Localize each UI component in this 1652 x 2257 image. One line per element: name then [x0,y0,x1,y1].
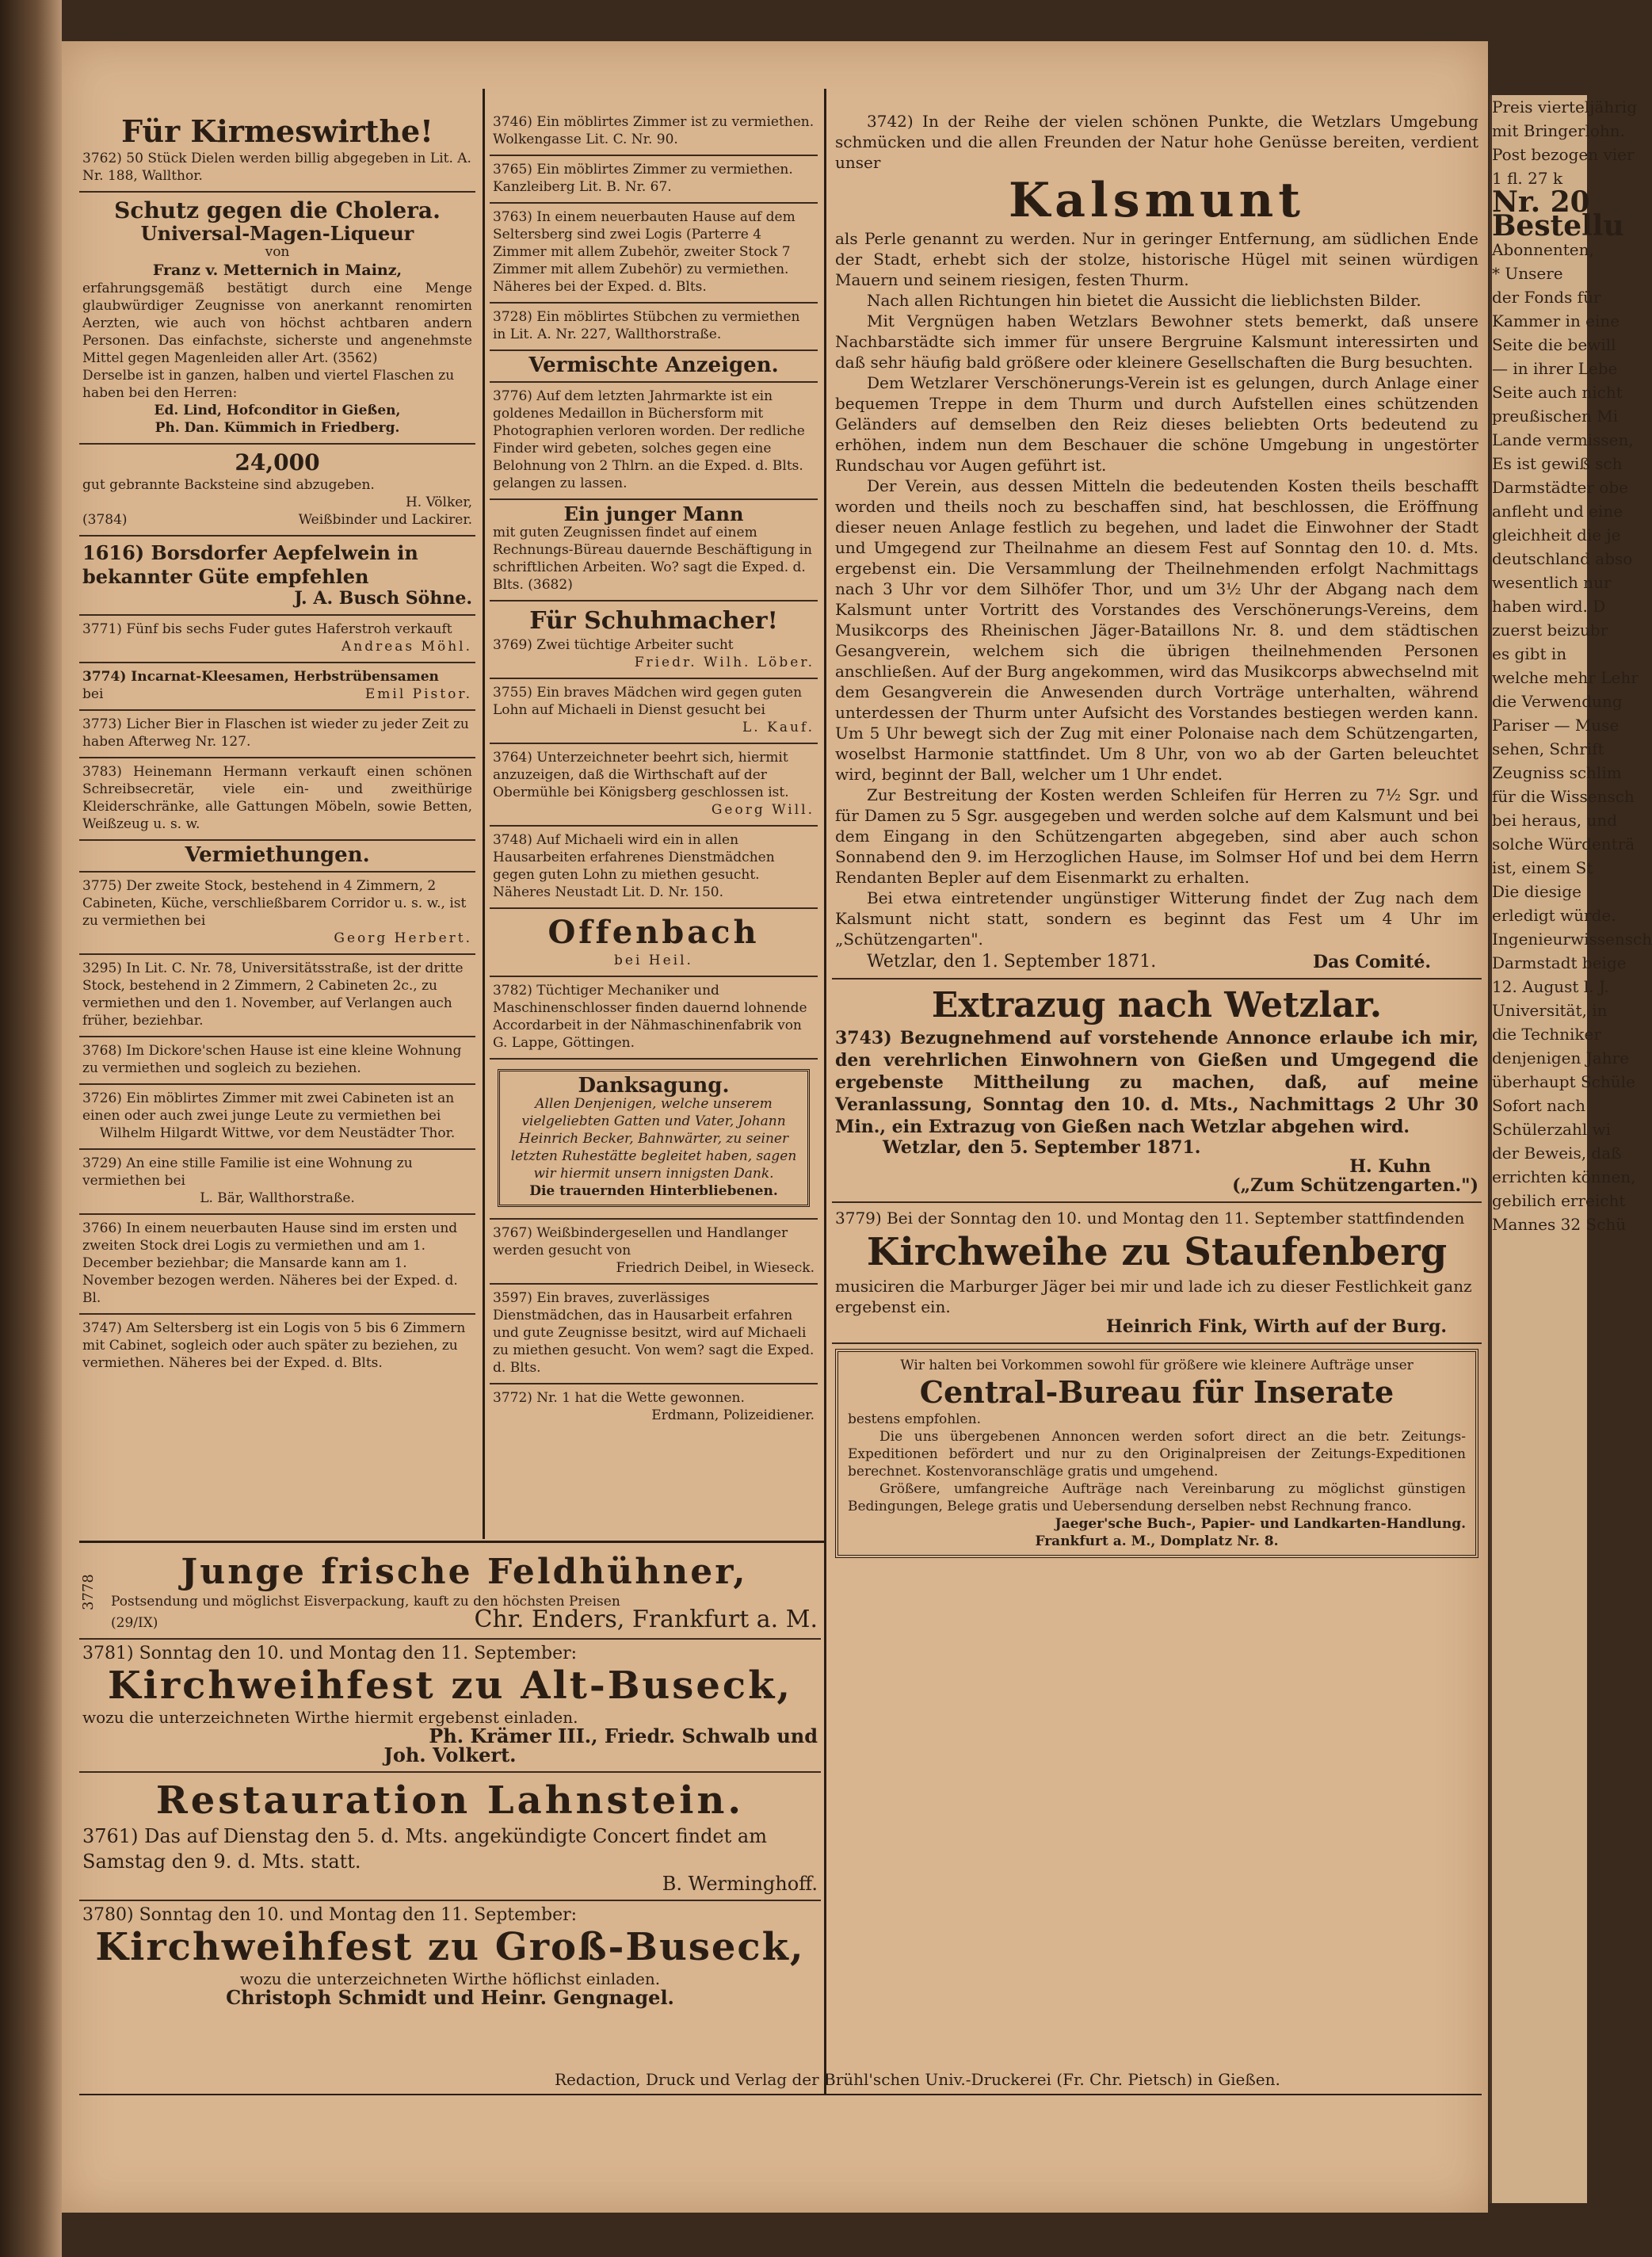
next-page-line: die Verwendung [1492,692,1623,711]
ad-text: als Perle genannt zu werden. Nur in geringer Entfernung, am südlichen Ende der Stadt, erhebt sich der stolze, historische Hügel mit seinen würdigen Mauern und seinem riesigen, festen Thurm. [835,229,1478,289]
ad-kleesamen [79,663,475,711]
newspaper-page [62,41,1488,2213]
ad-extrazug [832,980,1482,1203]
ad-text: 3776) Auf dem letzten Jahrmarkte ist ein goldenes Medaillon in Büchersform mit Photographien verloren worden. Der redliche Finder wird gebeten, solches gegen eine Belohnung von 2 Thlrn. an die Exped. d. Blts. gelangen zu lassen. [493,388,805,491]
ad-title: Schutz gegen die Cholera. [114,197,441,223]
ad-gross-buseck [79,1901,821,2014]
next-page-line: gleichheit die je [1492,525,1621,544]
ad-text: 3747) Am Seltersberg ist ein Logis von 5 bis 6 Zimmern mit Cabinet, sogleich oder auch später zu beziehen, zu vermiethen. Näheres bei der Exped. d. Blts. [82,1320,466,1371]
next-page-line: die Techniker [1492,1025,1601,1044]
ad-signature: („Zum Schützengarten.") [1232,1175,1478,1196]
next-page-line: Es ist gewiß sch [1492,454,1623,473]
ad-stille-familie [79,1150,475,1215]
next-page-line: der Beweis, daß [1492,1144,1622,1163]
next-page-line: zuerst beizubr [1492,621,1608,640]
ad-title: Kalsmunt [1008,173,1306,228]
ad-signature: Das Comité. [1312,952,1431,972]
next-page-line: gebilich erreicht [1492,1191,1626,1210]
ad-signature: H. Völker, [405,495,472,510]
ad-text: 3726) Ein möblirtes Zimmer mit zwei Cabineten ist an einen oder auch zwei junge Leute zu vermiethen bei [82,1090,455,1124]
next-page-lines [1492,95,1652,1236]
ad-signature: H. Kuhn [1349,1156,1431,1177]
ad-text: 3774) Incarnat-Kleesamen, Herbstrübensamen [82,669,439,685]
next-page-line: Post bezogen vier [1492,145,1635,164]
ad-text: 3780) Sonntag den 10. und Montag den 11. September: [82,1905,578,1925]
next-page-line: 12. August l. J. [1492,977,1609,996]
ad-text: 3295) In Lit. C. Nr. 78, Universitätsstraße, ist der dritte Stock, bestehend in 2 Zimmern, 2 Cabineten 2c., zu vermiethen und den 1. November, auf Verlangen auch früher, beziehbar. [82,960,464,1029]
ad-text: 3766) In einem neuerbauten Hause sind im ersten und zweiten Stock drei Logis zu vermiethen und am 1. December beziehbar; die Mansarde kann am 1. November bezogen werden. Näheres bei der Exped. d. Bl. [82,1220,458,1306]
ad-title: 24,000 [235,449,320,475]
ad-text: 3597) Ein braves, zuverlässiges Dienstmädchen, das in Hausarbeit erfahren und gute Zeugnisse besitzt, wird auf Michaeli zu miethen gesucht. Von wem? sagt die Exped. d. Blts. [493,1290,815,1376]
ad-stuebchen [490,304,818,351]
next-page-line: errichten können, [1492,1167,1636,1186]
ad-text: 3771) Fünf bis sechs Fuder gutes Haferstroh verkauft [82,621,452,637]
ad-text: Dem Wetzlarer Verschönerungs-Verein ist es gelungen, durch Anlage einer bequemen Treppe in dem Thurm und durch Aufstellen eines schützenden Geländers auf demselben den Reiz dieses beliebten Orts bedeutend zu erhöhen, indem nun dem Beschauer die schöne Umgebung in ungestörter Rundschau vor Augen geführt ist. [835,373,1478,475]
next-page-line: denjenigen Jahre [1492,1048,1629,1067]
ad-text: 3742) In der Reihe der vielen schönen Punkte, die Wetzlars Umgebung schmücken und die allen Freunden der Natur hohe Genüsse bereiten, verdient unser [835,112,1478,172]
next-page-line: Nr. 20 [1492,185,1590,219]
ad-text: 3728) Ein möblirtes Stübchen zu vermiethen in Lit. A. Nr. 227, Wallthorstraße. [493,309,800,342]
next-page-line: * Unsere [1492,264,1563,283]
next-page-line: Seite auch nicht [1492,383,1623,402]
ad-signature: Weißbinder und Lackirer. [298,512,472,528]
ad-seller: Ed. Lind, Hofconditor in Gießen, [154,403,401,418]
ad-signature: Heinrich Fink, Wirth auf der Burg. [1106,1316,1447,1337]
ad-signature: Emil Pistor. [364,686,472,702]
ad-text: 3765) Ein möblirtes Zimmer zu vermiethen. Kanzleiberg Lit. B. Nr. 67. [493,162,793,195]
next-page-line: — in ihrer Lebe [1492,359,1618,378]
ad-medaillon [490,383,818,500]
ad-title: Für Kirmeswirthe! [121,113,433,149]
ad-text: Allen Denjenigen, welche unserem vielgeliebten Gatten und Vater, Johann Heinrich Becker, Bahnwärter, zu seiner letzten Ruhestätte begleitet haben, sagen wir hiermit unsern innigsten Dank. [510,1096,797,1182]
ad-alt-buseck [79,1640,821,1773]
ad-text: musiciren die Marburger Jäger bei mir und lade ich zu dieser Festlichkeit ganz ergebenst ein. [835,1277,1472,1316]
next-page-line: Darmstadt beige [1492,953,1627,972]
ad-text: 3783) Heinemann Hermann verkauft einen schönen Schreibsecretär, viele ein- und zweithürige Kleiderschränke, alle Gattungen Möbeln, sowie Betten, Weißzeug u. s. w. [82,764,472,832]
ad-signature: L. Kauf. [742,720,815,735]
ad-number: 3778 [80,1574,97,1610]
ad-offenbach [490,909,818,977]
ad-weissbinder [490,1220,818,1285]
ad-text: 3768) Im Dickore'schen Hause ist eine kleine Wohnung zu vermiethen und sogleich zu beziehen. [82,1043,462,1076]
ad-junger-mann [490,500,818,601]
ad-title: Kirchweihe zu Staufenberg [866,1230,1448,1274]
ad-signature: Wilhelm Hilgardt Wittwe, vor dem Neustädter Thor. [99,1125,456,1141]
ad-text: 3755) Ein braves Mädchen wird gegen guten Lohn auf Michaeli in Dienst gesucht bei [493,685,803,718]
ad-mechaniker [490,977,818,1060]
next-page-line: Bestellu [1492,209,1624,243]
ad-text: Wir halten bei Vorkommen sowohl für größere wie kleinere Aufträge unser [900,1358,1414,1373]
ad-address: Frankfurt a. M., Domplatz Nr. 8. [1035,1533,1279,1549]
ad-lahnstein [79,1773,821,1901]
ad-haferstroh [79,616,475,663]
imprint-footer: Redaction, Druck und Verlag der Brühl'schen Univ.-Druckerei (Fr. Chr. Pietsch) in Gießen. [555,2070,1280,2089]
column-2 [490,109,818,1430]
next-page-line: Mannes 32 Schü [1492,1215,1627,1234]
column-rule [483,89,485,1539]
ad-backsteine [79,445,475,537]
ad-title: Central-Bureau für Inserate [919,1374,1394,1410]
next-page-line: erledigt würde. [1492,906,1616,925]
ad-text: 3772) Nr. 1 hat die Wette gewonnen. [493,1390,745,1406]
ad-text: 3761) Das auf Dienstag den 5. d. Mts. angekündigte Concert findet am Samstag den 9. d. Mts. statt. [82,1825,767,1873]
next-page-line: Lande vermissen, [1492,430,1634,449]
ad-text: gut gebrannte Backsteine sind abzugeben. [82,477,375,493]
ad-seltersberg [79,1315,475,1378]
ad-title: Kirchweihfest zu Groß-Buseck, [95,1925,805,1969]
footer-rule [79,2094,1482,2095]
ad-text: 3763) In einem neuerbauten Hause auf dem Seltersberg sind zwei Logis (Parterre 4 Zimmer mit allem Zubehör, zweiter Stock 7 Zimmer mit allem Zubehör) zu vermiethen. Näheres bei der Exped. d. Blts. [493,209,795,295]
ad-licher-bier [79,711,475,758]
next-page-line: es gibt in [1492,644,1567,663]
next-page-line: Zeugniss schlim [1492,763,1622,782]
column-rule [824,89,826,2094]
next-page-line: Die diesige [1492,882,1581,901]
next-page-line: bei heraus, und [1492,811,1618,830]
ad-wolkengasse [490,109,818,156]
ad-signature: Georg Herbert. [334,930,472,946]
ad-subtitle: bei Heil. [614,953,693,968]
ad-central-bureau [832,1344,1482,1564]
ad-braves-maedchen [490,679,818,744]
ad-title: Für Schuhmacher! [529,607,778,635]
ad-universitaetsstrasse [79,955,475,1037]
ad-text: 3767) Weißbindergesellen und Handlanger werden gesucht von [493,1225,788,1258]
ad-title: Offenbach [547,914,760,951]
ad-aepfelwein [79,537,475,616]
ad-text: 3781) Sonntag den 10. und Montag den 11. September: [82,1644,578,1663]
ad-date: Wetzlar, den 5. September 1871. [883,1137,1201,1158]
column-1 [79,109,475,1378]
ad-text: wozu die unterzeichneten Wirthe hiermit ergebenst einladen. [82,1708,578,1727]
ad-signature: J. A. Busch Söhne. [294,588,472,609]
column-3 [832,106,1482,1564]
next-page-line: für die Wissensch [1492,787,1635,806]
ad-logis-erster-stock [79,1215,475,1315]
ad-text: Nach allen Richtungen hin bietet die Aussicht die lieblichsten Bilder. [867,291,1421,310]
next-page-line: Preis vierteljährig [1492,97,1637,116]
ad-kirmeswirthe [79,109,475,193]
ad-text: erfahrungsgemäß bestätigt durch eine Menge glaubwürdiger Zeugnisse von anerkannt renomirten Aerzten, wie auch von höchst achtbaren andern Personen. Das einfachste, sicherste und angenehmste Mittel gegen Magenleiden aller Art. (3562) [82,281,472,366]
ad-signature: Jaeger'sche Buch-, Papier- und Landkarten-Handlung. [1055,1516,1466,1532]
ad-text: bestens empfohlen. [848,1411,982,1427]
ad-moebel [79,758,475,841]
ad-subtitle: Universal-Magen-Liqueur [140,222,414,245]
ad-neubau-seltersberg [490,204,818,304]
ad-signature: Die trauernden Hinterbliebenen. [529,1183,778,1199]
ad-text: 3782) Tüchtiger Mechaniker und Maschinenschlosser finden dauernd lohnende Accordarbeit in der Nähmaschinenfabrik von G. Lappe, Göttingen. [493,983,807,1051]
book-binding [0,0,62,2257]
ad-seller: Ph. Dan. Kümmich in Friedberg. [155,420,400,436]
ad-title: Ein junger Mann [563,502,744,525]
next-page-line: wesentlich nur [1492,573,1612,592]
block-rule [79,1541,824,1543]
ad-dickore [79,1037,475,1085]
ad-feldhuehner [79,1547,821,1640]
next-page-line: Sofort nach [1492,1096,1586,1115]
next-page-line: Kammer in eine [1492,311,1620,330]
ad-cholera [79,193,475,445]
ad-maker: Franz v. Metternich in Mainz, [152,262,403,279]
ad-text: bei [82,686,104,702]
ad-kanzleiberg [490,156,818,204]
next-page-line: preußischen Mi [1492,407,1619,426]
ad-obermuehle [490,744,818,827]
ad-text: 1616) Borsdorfer Aepfelwein in bekannter Güte empfehlen [82,541,418,588]
next-page-line: deutschland abso [1492,549,1633,568]
next-page-line: anfleht und eine [1492,502,1623,521]
ad-signature: L. Bär, Wallthorstraße. [200,1190,355,1206]
next-page-line: welche mehr Lehr [1492,668,1639,687]
next-page-line: Darmstädter obe [1492,478,1628,497]
ad-signature: B. Werminghoff. [662,1873,818,1895]
ad-signature: Georg Will. [711,802,815,818]
ad-text: von [265,244,290,260]
ad-text: 3743) Bezugnehmend auf vorstehende Annonce erlaube ich mir, den verehrlichen Einwohnern von Gießen und Umgegend die ergebenste Mittheilung zu machen, daß, auf meine Veranlassung, Sonntag den 10. d. Mts., Nachmittags 2 Uhr 30 Min., ein Extrazug von Gießen nach Wetzlar abgehen wird. [835,1028,1478,1137]
ad-signature: Joh. Volkert. [383,1743,517,1766]
ad-signature: Friedrich Deibel, in Wieseck. [616,1260,815,1276]
section-title: Vermiethungen. [185,843,370,867]
ad-text: 3773) Licher Bier in Flaschen ist wieder zu jeder Zeit zu haben Afterweg Nr. 127. [82,716,469,750]
ad-signature: Chr. Enders, Frankfurt a. M. [474,1606,818,1633]
ad-signature: Erdmann, Polizeidiener. [651,1407,815,1423]
ad-schuhmacher [490,601,818,679]
ad-text: 3748) Auf Michaeli wird ein in allen Hausarbeiten erfahrenes Dienstmädchen gegen guten Lohn zu miethen gesucht. Näheres Neustadt Lit. D. Nr. 150. [493,832,775,900]
ad-text: Mit Vergnügen haben Wetzlars Bewohner stets bemerkt, daß unsere Nachbarstädte sich immer für unsere Bergruine Kalsmunt interessirten und daß sehr häufig bald größere oder kleinere Gesellschaften die Burg besuchten. [835,311,1478,372]
ad-text: 3779) Bei der Sonntag den 10. und Montag den 11. September stattfindenden [835,1209,1465,1228]
ad-text: Größere, umfangreiche Aufträge nach Vereinbarung zu möglichst günstigen Bedingungen, Belege gratis und Uebersendung derselben nebst Rechnung franco. [848,1481,1466,1514]
ad-signature: Andreas Möhl. [341,639,472,655]
ad-kalsmunt [832,106,1482,980]
ad-title: Danksagung. [578,1074,730,1098]
ad-signature: Friedr. Wilh. Löber. [634,655,815,670]
ad-text: Der Verein, aus dessen Mitteln die bedeutenden Kosten theils beschafft worden und theils noch zu beschaffen sind, hat beschlossen, die Eröffnung dieser neuen Anlage festlich zu begehen, und ladet die Einwohner der Stadt und Umgegend zur Theilnahme an diesem Fest auf Sonntag den 10. d. Mts. ergebenst ein. Die Versammlung der Theilnehmenden erfolgt Nachmittags nach 3 Uhr vor dem Silhöfer Thor, und um 3½ Uhr der Abgang nach dem Kalsmunt unter Vortritt des Vorstandes des Verschönerungs-Vereins, dem Musikcorps des Rheinischen Jäger-Bataillons Nr. 8. und dem städtischen Gesangverein, welchem sich die übrigen theilnehmenden Personen anschließen. Auf der Burg angekommen, wird das Musikcorps abwechselnd mit dem Gesangverein die Anwesenden durch Vorträge unterhalten, während unterdessen der Thurm unter Aufsicht des Vorstandes bestiegen werden kann. Um 5 Uhr bewegt sich der Zug mit einer Polonaise nach dem Schützengarten, woselbst Harmonie stattfindet. Um 8 Uhr, von wo ab der Garten beleuchtet wird, beginnt der Ball, welcher um 1 Uhr endet. [835,476,1478,784]
ad-title: Junge frische Feldhühner, [181,1552,748,1592]
ad-text: Die uns übergebenen Annoncen werden sofort direct an die betr. Zeitungs-Expeditionen befördert und nur zu den Originalpreisen der Zeitungs-Expeditionen berechnet. Kostenvoranschläge gratis und umgehend. [848,1429,1466,1480]
ad-title: Extrazug nach Wetzlar. [931,985,1383,1025]
ad-text: wozu die unterzeichneten Wirthe höflichst einladen. [239,1969,661,1988]
ad-title: Restauration Lahnstein. [155,1778,745,1823]
next-page-line: solche Würdenträ [1492,834,1635,854]
next-page-line: Schülerzahl wi [1492,1120,1612,1139]
ad-text: 3746) Ein möblirtes Zimmer ist zu vermiethen. Wolkengasse Lit. C. Nr. 90. [493,114,815,147]
ad-signature: Christoph Schmidt und Heinr. Gengnagel. [226,1986,674,2009]
ad-zweiter-stock [79,873,475,955]
ad-zuverlaessig [490,1285,818,1384]
ad-date: Wetzlar, den 1. September 1871. [867,952,1157,972]
section-vermischte [490,351,818,383]
ad-text: 3762) 50 Stück Dielen werden billig abgegeben in Lit. A. Nr. 188, Wallthor. [82,151,471,184]
ad-text: Derselbe ist in ganzen, halben und viertel Flaschen zu haben bei den Herren: [82,368,455,401]
next-page-line: überhaupt Schüle [1492,1072,1635,1091]
next-page-line: Seite die bewill [1492,335,1616,354]
wide-block [79,1547,821,2014]
ad-text: 3764) Unterzeichneter beehrt sich, hiermit anzuzeigen, daß die Wirthschaft auf der Obermühle bei Königsberg geschlossen ist. [493,750,789,800]
next-page-line: Pariser — Muse [1492,716,1620,735]
next-page-line: sehen, Schrift [1492,739,1604,758]
next-page-line: haben wird. D [1492,597,1606,616]
ad-moebl-zimmer [79,1085,475,1150]
ad-title: Kirchweihfest zu Alt-Buseck, [107,1663,793,1708]
ad-dienstmaedchen [490,827,818,909]
ad-danksagung [490,1060,818,1220]
ad-staufenberg [832,1203,1482,1344]
next-page-line: ist, einem St [1492,858,1593,877]
ad-text: Bei etwa eintretender ungünstiger Witterung findet der Zug nach dem Kalsmunt nicht statt, sondern es beginnt das Fest um 4 Uhr im „Schützengarten". [835,888,1478,949]
central-bureau-frame [835,1349,1478,1558]
next-page-line: mit Bringerlohn. [1492,121,1626,140]
ad-signature: Ph. Krämer III., Friedr. Schwalb und [429,1724,818,1747]
ad-text: 3769) Zwei tüchtige Arbeiter sucht [493,637,734,653]
ad-text: Postsendung und möglichst Eisverpackung, kauft zu den höchsten Preisen [111,1594,620,1610]
ad-text: 3729) An eine stille Familie ist eine Wohnung zu vermiethen bei [82,1155,413,1189]
ad-text: Zur Bestreitung der Kosten werden Schleifen für Herren zu 7½ Sgr. und für Damen zu 5 Sgr. ausgegeben und werden solche auf dem Kalsmunt und bei dem Eingang in den Schützengarten abgegeben, sind aber auch schon Sonnabend den 9. im Herzoglichen Hause, im Solmser Hof und bei dem Herrn Rendanten Bepler auf dem Eisenmarkt zu erhalten. [835,785,1478,887]
ad-code: (29/IX) [111,1615,158,1631]
next-page-line: 1 fl. 27 k [1492,169,1563,188]
next-page-edge [1490,95,1652,2203]
ad-number: (3784) [82,512,128,528]
section-title: Vermischte Anzeigen. [528,353,779,377]
next-page-line: Universität, in [1492,1001,1608,1020]
next-page-line: Abonnenten, [1492,240,1594,259]
ad-text: mit guten Zeugnissen findet auf einem Rechnungs-Büreau dauernde Beschäftigung in schriftlichen Arbeiten. Wo? sagt die Exped. d. Blts. (3682) [493,525,812,593]
ad-text: 3775) Der zweite Stock, bestehend in 4 Zimmern, 2 Cabineten, Küche, verschließbarem Corridor u. s. w., ist zu vermiethen bei [82,878,467,929]
next-page-line: Ingenieurwissensch [1492,930,1652,949]
next-page-line: der Fonds für [1492,288,1601,307]
ad-wette [490,1384,818,1430]
danksagung-frame [498,1069,810,1207]
section-vermiethungen [79,841,475,873]
